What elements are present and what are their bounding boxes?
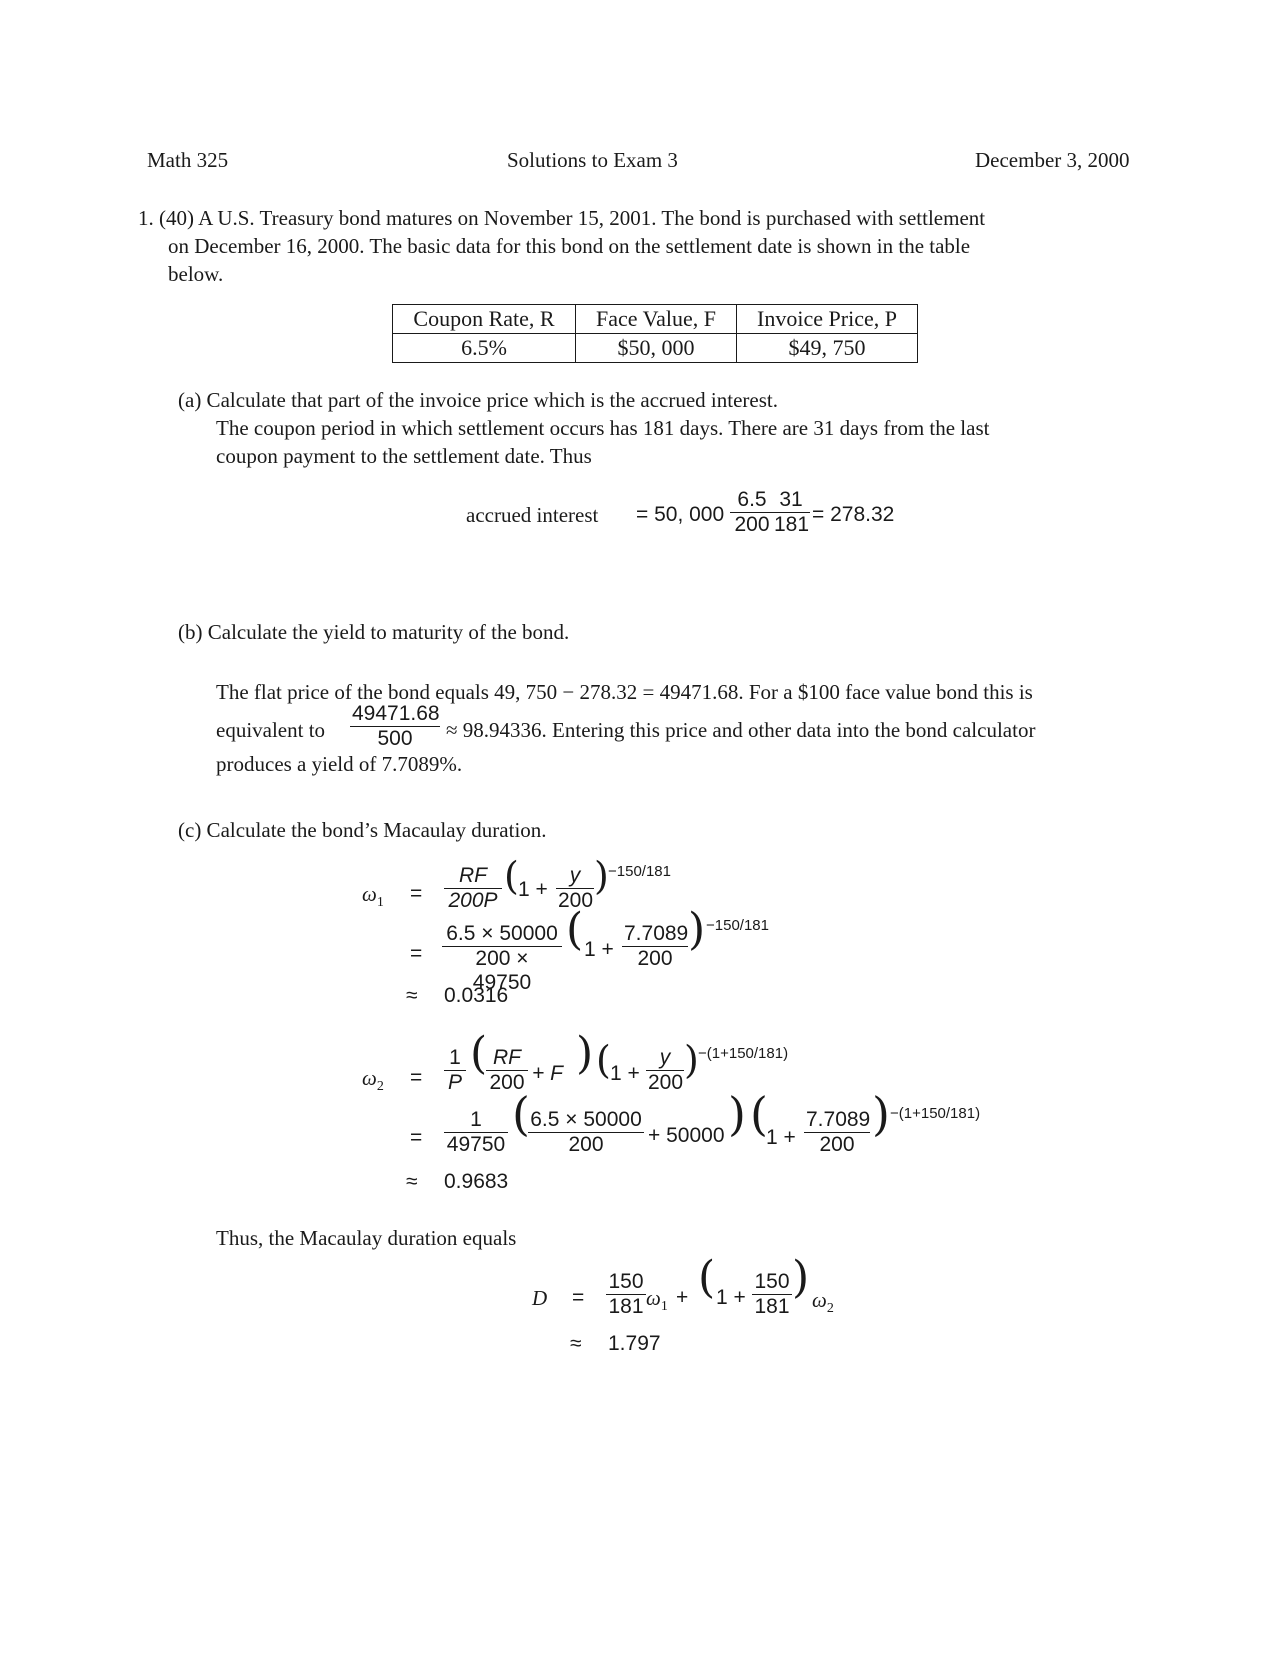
accrued-interest-result: = 278.32 (812, 503, 895, 526)
left-paren: ( (470, 1028, 488, 1079)
fraction-coupon-over-200: $\frac{6.5 \times 50000}{200}$ (528, 1108, 644, 1157)
accrued-interest-label: accrued interest (466, 503, 599, 527)
right-paren: ) (792, 1252, 810, 1303)
right-paren: ) (872, 1087, 890, 1141)
right-paren: ) (576, 1028, 594, 1079)
problem-intro-line-1: 1. (40) A U.S. Treasury bond matures on November 15, 2001. The bond is purchased with settlement (138, 206, 986, 230)
equals-sign: = (410, 942, 423, 965)
document-title: Solutions to Exam 3 (507, 148, 678, 172)
equals-sign: = (410, 882, 423, 905)
table-row (393, 334, 918, 363)
problem-intro-line-3: below. (168, 262, 224, 286)
part-b-line-1: The flat price of the bond equals 49, 750 − 278.32 = 49471.68. For a $100 face value bond this is (216, 680, 1033, 704)
part-a-text-line-1: The coupon period in which settlement occurs has 181 days. There are 31 days from the last (216, 416, 990, 440)
part-b-question: (b) Calculate the yield to maturity of the bond. (178, 620, 570, 644)
right-paren: ) (594, 854, 609, 898)
bond-data-table (392, 304, 918, 363)
macaulay-thus-text: Thus, the Macaulay duration equals (216, 1226, 517, 1250)
one-plus: 1 + (518, 878, 548, 901)
omega-1-result: 0.0316 (444, 984, 509, 1007)
fraction-flat-price: $\frac{49471.68}{500}$ (352, 702, 440, 750)
part-b-line-3: produces a yield of 7.7089%. (216, 752, 463, 776)
table-cell: $50, 000 (576, 334, 737, 363)
part-c-question: (c) Calculate the bond’s Macaulay duration. (178, 818, 547, 842)
document-date: December 3, 2000 (975, 148, 1130, 172)
fraction-days: $\frac{31}{181}$ (774, 488, 810, 536)
part-b-line-2-post: ≈ 98.94336. Entering this price and other data into the bond calculator (446, 718, 1036, 742)
left-paren: ( (750, 1087, 768, 1141)
one-plus: 1 + (584, 938, 614, 961)
table-cell: 6.5% (393, 334, 576, 363)
equals-sign: = (410, 1066, 423, 1089)
exponent: −150/181 (706, 917, 769, 934)
fraction-rf-over-200p: $\frac{RF}{200P}$ (444, 864, 502, 913)
left-paren: ( (698, 1252, 716, 1303)
duration-result: 1.797 (608, 1332, 661, 1355)
omega-2-result: 0.9683 (444, 1170, 509, 1193)
left-paren: ( (596, 1038, 611, 1082)
fraction-rf-over-200: $\frac{RF}{200}$ (486, 1046, 528, 1095)
right-paren: ) (684, 1038, 699, 1082)
part-b-line-2-pre: equivalent to (216, 718, 326, 742)
plus-face-value: + F (532, 1062, 563, 1085)
course-name: Math 325 (147, 148, 229, 172)
left-paren: ( (566, 904, 584, 955)
left-paren: ( (504, 854, 519, 898)
fraction-yield-over-200: $\frac{7.7089}{200}$ (624, 922, 689, 970)
right-paren: ) (688, 904, 706, 955)
omega-2-symbol: $\omega_2$ (362, 1066, 384, 1095)
approx-sign: ≈ (406, 984, 418, 1007)
table-header-cell: Coupon Rate, R (393, 305, 576, 334)
plus-sign: + (676, 1286, 689, 1309)
fraction-y-over-200: $\frac{y}{200}$ (648, 1046, 684, 1094)
plus-face: + 50000 (648, 1124, 725, 1147)
one-plus: 1 + (766, 1126, 796, 1149)
exponent: −(1+150/181) (698, 1045, 789, 1062)
omega-2-term: $\omega_2$ (812, 1288, 834, 1317)
table-cell: $49, 750 (737, 334, 918, 363)
fraction-yield-over-200: $\frac{7.7089}{200}$ (806, 1108, 871, 1156)
fraction-coupon-rate: $\frac{6.5}{200}$ (730, 488, 774, 537)
table-header-cell: Face Value, F (576, 305, 737, 334)
table-header-cell: Invoice Price, P (737, 305, 918, 334)
accrued-interest-eq: = 50, 000 (636, 503, 725, 526)
part-a-text-line-2: coupon payment to the settlement date. Thus (216, 444, 592, 468)
problem-intro-line-2: on December 16, 2000. The basic data for this bond on the settlement date is shown in the table (168, 234, 971, 258)
equals-sign: = (572, 1286, 585, 1309)
omega-1-symbol: $\omega_1$ (362, 882, 384, 911)
fraction-one-over-price: $\frac{1}{49750}$ (444, 1108, 508, 1157)
approx-sign: ≈ (570, 1332, 582, 1355)
omega-1-term: $\omega_1$ (646, 1286, 668, 1315)
duration-symbol: D (532, 1286, 548, 1310)
part-a-question: (a) Calculate that part of the invoice price which is the accrued interest. (178, 388, 778, 412)
table-header-row (393, 305, 918, 334)
fraction-y-over-200: $\frac{y}{200}$ (558, 864, 594, 912)
fraction-one-over-p: $\frac{1}{P}$ (444, 1046, 466, 1095)
fraction-150-over-181: $\frac{150}{181}$ (606, 1270, 646, 1319)
exponent: −150/181 (608, 863, 671, 880)
approx-sign: ≈ (406, 1170, 418, 1193)
right-paren: ) (728, 1087, 746, 1141)
fraction-coupon-face: $\frac{6.5 \times 50000}{200 \times 49750}$ (442, 922, 562, 995)
fraction-150-over-181: $\frac{150}{181}$ (752, 1270, 792, 1319)
one-plus: 1 + (610, 1062, 640, 1085)
left-paren: ( (512, 1087, 530, 1141)
one-plus: 1 + (716, 1286, 746, 1309)
equals-sign: = (410, 1126, 423, 1149)
exponent: −(1+150/181) (890, 1105, 981, 1122)
